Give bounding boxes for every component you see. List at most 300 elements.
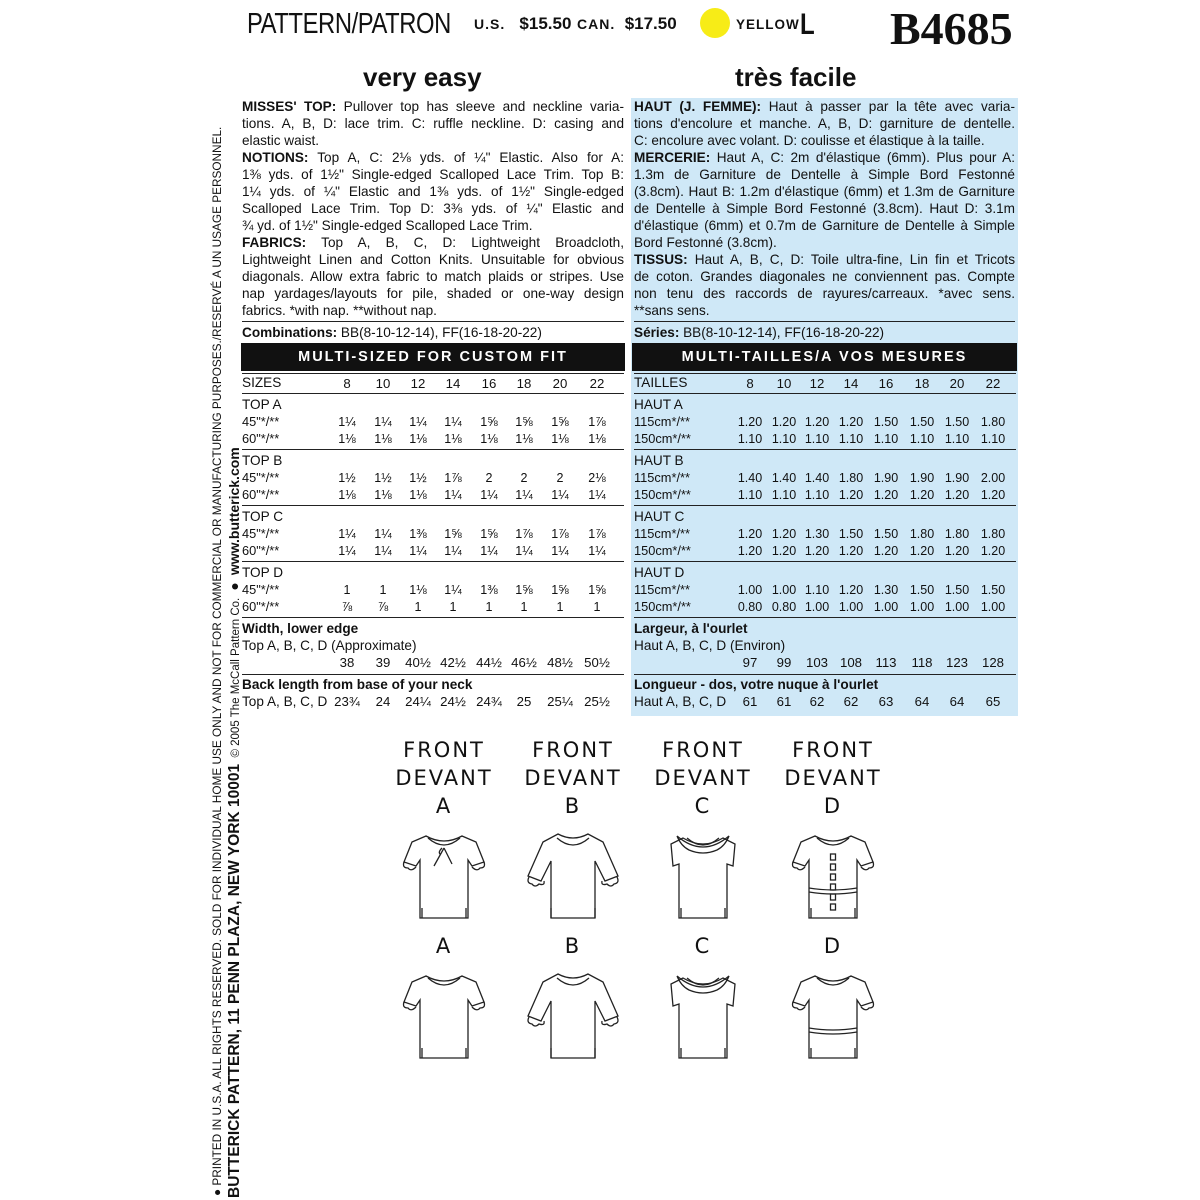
yardage-cell: 1.10 bbox=[771, 488, 797, 502]
en-combos-label: Combinations: bbox=[242, 325, 338, 340]
back-view-d-drawing bbox=[783, 966, 883, 1066]
sidebar-text: BUTTERICK PATTERN, 11 PENN PLAZA, NEW YORK 10001 © 2005 The McCall Pattern Co. ● www.butterick.com bbox=[226, 447, 243, 1198]
yardage-cell: 1.80 bbox=[980, 527, 1006, 541]
yardage-cell: 1⅛ bbox=[409, 432, 427, 446]
size-header: 20 bbox=[552, 376, 568, 391]
back-view-a-drawing bbox=[394, 966, 494, 1066]
yardage-cell: 1.10 bbox=[737, 488, 763, 502]
sizes-label: SIZES bbox=[242, 375, 282, 390]
yardage-cell: 1.00 bbox=[980, 600, 1006, 614]
back-length-subtitle: Haut A, B, C, D bbox=[634, 694, 727, 709]
divider bbox=[242, 373, 624, 374]
yardage-cell: 1.20 bbox=[838, 415, 864, 429]
en-fabrics-line: nap yardages/layouts for pile, shaded or one-way design bbox=[242, 286, 624, 301]
size-header: 8 bbox=[343, 376, 351, 391]
yardage-cell: 1¼ bbox=[444, 488, 462, 502]
en-desc-line: tions. A, B, D: lace trim. C: ruffle neckline. D: casing and bbox=[242, 116, 624, 131]
yardage-cell: ⅞ bbox=[341, 600, 353, 614]
divider bbox=[634, 373, 1016, 374]
width-value: 44½ bbox=[476, 655, 502, 670]
en-notions-line: Top A, C: 2⅛ yds. of ¼" Elastic. Also for A: bbox=[308, 150, 624, 165]
en-notions-label: NOTIONS: bbox=[242, 150, 309, 165]
back-length-title: Back length from base of your neck bbox=[242, 677, 473, 692]
yardage-cell: 1⅞ bbox=[588, 415, 606, 429]
width-value: 108 bbox=[839, 655, 862, 670]
yardage-cell: 1¼ bbox=[551, 488, 569, 502]
yardage-cell: 1.40 bbox=[771, 471, 797, 485]
yardage-cell: 1⅝ bbox=[444, 527, 462, 541]
width-value: 38 bbox=[339, 655, 355, 670]
front-view-d-drawing bbox=[783, 826, 883, 926]
fr-combinations bbox=[634, 324, 884, 341]
view-letter-back: A bbox=[435, 934, 453, 958]
yardage-cell: 1 bbox=[449, 600, 457, 614]
fabric-width-label: 115cm*/** bbox=[634, 414, 690, 429]
fr-notions-line: 1.3m de Garniture de Dentelle à Simple Bord Festonné bbox=[634, 167, 1015, 182]
yardage-cell: 1.20 bbox=[838, 544, 864, 558]
difficulty-en: very easy bbox=[363, 62, 482, 92]
width-value: 39 bbox=[375, 655, 391, 670]
yardage-cell: 1⅞ bbox=[551, 527, 569, 541]
yardage-cell: 0.80 bbox=[737, 600, 763, 614]
en-combos-value: BB(8-10-12-14), FF(16-18-20-22) bbox=[337, 325, 542, 340]
fabric-width-label: 60"*/** bbox=[242, 543, 280, 558]
back-length-title: Longueur - dos, votre nuque à l'ourlet bbox=[634, 677, 879, 692]
yardage-cell: 1.10 bbox=[873, 432, 899, 446]
width-value: 46½ bbox=[511, 655, 537, 670]
size-header: 10 bbox=[776, 376, 792, 391]
yardage-cell: 1.90 bbox=[909, 471, 935, 485]
yardage-cell: 1⅛ bbox=[444, 432, 462, 446]
back-length-value: 65 bbox=[985, 694, 1001, 709]
yardage-cell: 1¼ bbox=[338, 415, 356, 429]
fr-notions-line: Bord Festonné (3.8cm). bbox=[634, 235, 777, 250]
back-view-b-drawing bbox=[523, 966, 623, 1066]
en-desc-line: Pullover top has sleeve and neckline varia- bbox=[336, 99, 624, 114]
yardage-cell: 1.10 bbox=[980, 432, 1006, 446]
divider bbox=[242, 617, 624, 618]
view-name: HAUT D bbox=[634, 565, 685, 580]
en-fabrics-line: fabrics. *with nap. **without nap. bbox=[242, 303, 437, 318]
size-header: 8 bbox=[746, 376, 754, 391]
divider bbox=[242, 449, 624, 450]
yardage-cell: 1 bbox=[485, 600, 493, 614]
yardage-cell: 1.00 bbox=[804, 600, 830, 614]
width-value: 118 bbox=[911, 655, 933, 670]
width-subtitle: Top A, B, C, D (Approximate) bbox=[242, 638, 417, 653]
devant-caption: DEVANT bbox=[524, 766, 622, 790]
yardage-cell: 1.10 bbox=[909, 432, 935, 446]
yardage-cell: 1⅜ bbox=[480, 583, 498, 597]
divider bbox=[242, 561, 624, 562]
yardage-cell: 1⅝ bbox=[551, 415, 569, 429]
en-desc-line: elastic waist. bbox=[242, 133, 320, 148]
width-value: 42½ bbox=[440, 655, 466, 670]
width-value: 40½ bbox=[405, 655, 431, 670]
yardage-cell: 1.30 bbox=[804, 527, 830, 541]
devant-caption: DEVANT bbox=[784, 766, 882, 790]
width-value: 99 bbox=[776, 655, 792, 670]
en-combinations bbox=[242, 324, 542, 341]
yardage-cell: 1.00 bbox=[737, 583, 763, 597]
view-letter-back: C bbox=[694, 934, 712, 958]
us-label: U.S. bbox=[474, 16, 506, 32]
yardage-cell: 1.20 bbox=[771, 415, 797, 429]
yardage-cell: 1.20 bbox=[737, 544, 763, 558]
view-letter-back: D bbox=[823, 934, 843, 958]
fabric-width-label: 115cm*/** bbox=[634, 582, 690, 597]
divider bbox=[634, 561, 1016, 562]
size-header: 18 bbox=[516, 376, 532, 391]
yardage-cell: 1.50 bbox=[944, 415, 970, 429]
yardage-cell: 1.80 bbox=[944, 527, 970, 541]
view-letter-front: B bbox=[564, 794, 582, 818]
yardage-cell: 1⅛ bbox=[409, 488, 427, 502]
yardage-cell: 1.40 bbox=[737, 471, 763, 485]
yardage-cell: 1¼ bbox=[338, 527, 356, 541]
divider bbox=[242, 674, 624, 675]
back-length-value: 24¼ bbox=[405, 694, 431, 709]
color-label: YELLOW bbox=[736, 17, 800, 32]
yardage-cell: 2 bbox=[485, 471, 493, 485]
yardage-cell: 1⅛ bbox=[374, 488, 392, 502]
fabric-width-label: 60"*/** bbox=[242, 487, 280, 502]
yardage-cell: 1¼ bbox=[480, 488, 498, 502]
width-value: 123 bbox=[945, 655, 968, 670]
yardage-cell: 1⅝ bbox=[480, 527, 498, 541]
us-price: $15.50 bbox=[519, 14, 572, 33]
yardage-cell: 1¼ bbox=[515, 488, 533, 502]
devant-caption: DEVANT bbox=[395, 766, 493, 790]
size-header: 16 bbox=[878, 376, 894, 391]
yardage-cell: 1.90 bbox=[873, 471, 899, 485]
fr-notions-label: MERCERIE: bbox=[634, 150, 711, 165]
yardage-cell: 1.00 bbox=[873, 600, 899, 614]
yardage-cell: 1.00 bbox=[838, 600, 864, 614]
fr-notions-line: de Dentelle à Simple Bord Festonné (3.8cm). Haut D: 3.1m bbox=[634, 201, 1015, 216]
divider bbox=[634, 674, 1016, 675]
yardage-cell: 1⅛ bbox=[515, 432, 533, 446]
pattern-label: PATTERN/PATRON bbox=[247, 8, 451, 40]
sidebar-website: www.butterick.com bbox=[226, 447, 242, 576]
fabric-width-label: 150cm*/** bbox=[634, 431, 691, 446]
yardage-cell: 1½ bbox=[409, 471, 427, 485]
size-letter: L bbox=[800, 8, 815, 41]
view-name: TOP A bbox=[242, 397, 282, 412]
view-name: TOP C bbox=[242, 509, 284, 524]
width-value: 103 bbox=[805, 655, 828, 670]
yardage-cell: 1⅛ bbox=[551, 432, 569, 446]
yardage-cell: 1.00 bbox=[944, 600, 970, 614]
fr-fabrics-label: TISSUS: bbox=[634, 252, 688, 267]
en-notions-line: Scalloped Lace Trim. Top D: 3⅜ yds. of ¼" Elastic and bbox=[242, 201, 624, 216]
fr-desc-label: HAUT (J. FEMME): bbox=[634, 99, 762, 114]
width-title: Largeur, à l'ourlet bbox=[634, 621, 748, 636]
back-length-value: 25 bbox=[516, 694, 532, 709]
yardage-cell: 1⅞ bbox=[515, 527, 533, 541]
back-length-value: 61 bbox=[742, 694, 758, 709]
yardage-cell: 1.10 bbox=[804, 432, 830, 446]
yardage-cell: 1¼ bbox=[588, 544, 606, 558]
fr-table-title-bar: MULTI-TAILLES/A VOS MESURES bbox=[632, 343, 1017, 371]
devant-caption: DEVANT bbox=[654, 766, 752, 790]
front-caption: FRONT bbox=[662, 738, 744, 762]
yardage-cell: 1.80 bbox=[838, 471, 864, 485]
en-notions-line: 1⅜ yds. of 1½" Single-edged Scalloped Lace Trim. Top B: bbox=[242, 167, 624, 182]
yardage-cell: 1.20 bbox=[771, 527, 797, 541]
fabric-width-label: 150cm*/** bbox=[634, 487, 691, 502]
front-view-c-drawing bbox=[653, 826, 753, 926]
back-view-c-drawing bbox=[653, 966, 753, 1066]
yardage-cell: 1⅝ bbox=[551, 583, 569, 597]
yardage-cell: 1.90 bbox=[944, 471, 970, 485]
en-notions-line: 1¼ yds. of ¼" Elastic and 1⅜ yds. of 1½" Single-edged bbox=[242, 184, 624, 199]
fabric-width-label: 60"*/** bbox=[242, 431, 280, 446]
divider bbox=[634, 505, 1016, 506]
fr-desc-line: Haut à passer par la tête avec varia- bbox=[761, 99, 1015, 114]
en-desc-label: MISSES' TOP: bbox=[242, 99, 337, 114]
yardage-cell: 1 bbox=[379, 583, 387, 597]
width-subtitle: Haut A, B, C, D (Environ) bbox=[634, 638, 786, 653]
yardage-cell: 1.20 bbox=[771, 544, 797, 558]
can-price: $17.50 bbox=[624, 14, 677, 33]
yardage-cell: 1.20 bbox=[944, 488, 970, 502]
divider bbox=[634, 321, 1015, 322]
yardage-cell: 1.50 bbox=[873, 527, 899, 541]
yardage-cell: 1⅜ bbox=[409, 527, 427, 541]
front-caption: FRONT bbox=[403, 738, 485, 762]
yardage-cell: 1.50 bbox=[944, 583, 970, 597]
us-price-group bbox=[474, 14, 571, 34]
yardage-cell: 1 bbox=[414, 600, 422, 614]
yardage-cell: 1.20 bbox=[737, 415, 763, 429]
yardage-cell: 1⅝ bbox=[515, 415, 533, 429]
fr-fabrics-line: Haut A, B, C, D: Toile ultra-fine, Lin fin et Tricots bbox=[687, 252, 1015, 267]
width-value: 113 bbox=[875, 655, 897, 670]
yardage-cell: 1⅛ bbox=[588, 432, 606, 446]
yardage-cell: 1½ bbox=[338, 471, 356, 485]
en-fabrics-line: Lightweight Linen and Cotton Knits. Unsuitable for obvious bbox=[242, 252, 624, 267]
yardage-cell: 1.20 bbox=[873, 544, 899, 558]
back-length-value: 61 bbox=[776, 694, 792, 709]
yardage-cell: 1.20 bbox=[838, 583, 864, 597]
fabric-width-label: 115cm*/** bbox=[634, 526, 690, 541]
fr-fabrics-line: non tenu des raccords de rayures/carreaux. *avec sens. bbox=[634, 286, 1015, 301]
sidebar-rights: ● PRINTED IN U.S.A. ALL RIGHTS RESERVED. SOLD FOR INDIVIDUAL HOME USE ONLY AND NOT FOR COMMERCIAL OR MANUFACTURING PURPOSES./RESERVÉ A UN USAGE PERSONNEL. bbox=[210, 126, 224, 1196]
back-length-value: 25½ bbox=[584, 694, 610, 709]
view-name: TOP B bbox=[242, 453, 283, 468]
yardage-cell: 2 bbox=[556, 471, 564, 485]
yardage-cell: 1.50 bbox=[909, 583, 935, 597]
yardage-cell: 0.80 bbox=[771, 600, 797, 614]
size-header: 10 bbox=[375, 376, 391, 391]
size-header: 20 bbox=[949, 376, 965, 391]
size-header: 12 bbox=[410, 376, 426, 391]
yardage-cell: 1.20 bbox=[873, 488, 899, 502]
french-description bbox=[634, 98, 1015, 319]
yellow-dot-icon bbox=[700, 8, 730, 38]
yardage-cell: 1¼ bbox=[409, 415, 427, 429]
fabric-width-label: 150cm*/** bbox=[634, 599, 691, 614]
yardage-cell: 1.20 bbox=[944, 544, 970, 558]
back-length-value: 23¾ bbox=[334, 694, 360, 709]
yardage-cell: 1⅛ bbox=[409, 583, 427, 597]
sizes-label: TAILLES bbox=[634, 375, 688, 390]
fr-notions-line: d'élastique (6mm) et 0.7m de Garniture de Dentelle à Simple bbox=[634, 218, 1015, 233]
fabric-width-label: 150cm*/** bbox=[634, 543, 691, 558]
yardage-cell: 1⅞ bbox=[588, 527, 606, 541]
divider bbox=[634, 617, 1016, 618]
yardage-cell: 1¼ bbox=[409, 544, 427, 558]
can-label: CAN. bbox=[577, 16, 616, 32]
yardage-cell: 1 bbox=[520, 600, 528, 614]
back-length-value: 63 bbox=[878, 694, 894, 709]
view-letter-front: C bbox=[694, 794, 712, 818]
sidebar-rights-text: PRINTED IN U.S.A. ALL RIGHTS RESERVED. SOLD FOR INDIVIDUAL HOME USE ONLY AND NOT FOR COMMERCIAL OR MANUFACTURING PURPOSES./RESERVÉ A UN USAGE PERSONNEL. bbox=[210, 126, 224, 1186]
fr-notions-line: Haut A, C: 2m d'élastique (6mm). Plus pour A: bbox=[710, 150, 1015, 165]
view-letter-front: A bbox=[435, 794, 453, 818]
front-caption: FRONT bbox=[532, 738, 614, 762]
yardage-cell: 1¼ bbox=[374, 544, 392, 558]
size-header: 14 bbox=[843, 376, 859, 391]
en-notions-line: ¾ yd. of 1½" Single-edged Scalloped Lace Trim. bbox=[242, 218, 533, 233]
front-caption: FRONT bbox=[792, 738, 874, 762]
fabric-width-label: 60"*/** bbox=[242, 599, 280, 614]
view-name: TOP D bbox=[242, 565, 284, 580]
yardage-cell: 1 bbox=[343, 583, 351, 597]
width-title: Width, lower edge bbox=[242, 621, 359, 636]
sidebar-address: BUTTERICK PATTERN, 11 PENN PLAZA, NEW YORK 10001 bbox=[226, 763, 243, 1198]
yardage-cell: 1⅝ bbox=[515, 583, 533, 597]
difficulty-fr: très facile bbox=[735, 62, 857, 92]
yardage-cell: 1⅛ bbox=[338, 488, 356, 502]
yardage-cell: 1.00 bbox=[771, 583, 797, 597]
fabric-width-label: 45"*/** bbox=[242, 582, 280, 597]
back-length-value: 64 bbox=[914, 694, 930, 709]
fabric-width-label: 115cm*/** bbox=[634, 470, 690, 485]
yardage-cell: 1¼ bbox=[374, 527, 392, 541]
yardage-cell: 1.10 bbox=[737, 432, 763, 446]
yardage-cell: 1.10 bbox=[944, 432, 970, 446]
yardage-cell: 1 bbox=[556, 600, 564, 614]
sidebar-copyright: © 2005 The McCall Pattern Co. bbox=[230, 597, 242, 758]
yardage-cell: 1.50 bbox=[838, 527, 864, 541]
yardage-cell: 1.20 bbox=[980, 544, 1006, 558]
fr-notions-line: (3.8cm). Haut B: 1.2m d'élastique (6mm) et 1.3m de Garniture bbox=[634, 184, 1015, 199]
pattern-code: B4685 bbox=[890, 3, 1013, 54]
fr-desc-line: C: encolure avec volant. D: coulisse et élastique à la taille. bbox=[634, 133, 985, 148]
can-price-group bbox=[577, 14, 677, 34]
divider bbox=[242, 505, 624, 506]
yardage-cell: 1.20 bbox=[980, 488, 1006, 502]
yardage-cell: 1¼ bbox=[444, 583, 462, 597]
width-value: 97 bbox=[742, 655, 758, 670]
yardage-cell: 1¼ bbox=[374, 415, 392, 429]
yardage-cell: 1¼ bbox=[338, 544, 356, 558]
fabric-width-label: 45"*/** bbox=[242, 526, 280, 541]
fr-desc-line: tions d'encolure et manche. A, B, D: garniture de dentelle. bbox=[634, 116, 1015, 131]
yardage-cell: 1.20 bbox=[804, 415, 830, 429]
fr-combos-label: Séries: bbox=[634, 325, 680, 340]
yardage-cell: 1¼ bbox=[588, 488, 606, 502]
yardage-cell: 1¼ bbox=[444, 415, 462, 429]
yardage-cell: 1.20 bbox=[737, 527, 763, 541]
yardage-cell: 1.00 bbox=[909, 600, 935, 614]
yardage-cell: 1.30 bbox=[873, 583, 899, 597]
width-value: 50½ bbox=[584, 655, 610, 670]
yardage-cell: 1¼ bbox=[551, 544, 569, 558]
size-header: 22 bbox=[589, 376, 605, 391]
size-header: 12 bbox=[809, 376, 825, 391]
en-fabrics-label: FABRICS: bbox=[242, 235, 307, 250]
yardage-cell: 2.00 bbox=[980, 471, 1006, 485]
back-length-value: 62 bbox=[809, 694, 825, 709]
yardage-cell: 1.20 bbox=[838, 488, 864, 502]
width-value: 48½ bbox=[547, 655, 573, 670]
view-name: HAUT B bbox=[634, 453, 684, 468]
divider bbox=[634, 393, 1016, 394]
yardage-cell: 1.50 bbox=[980, 583, 1006, 597]
view-name: HAUT A bbox=[634, 397, 683, 412]
size-header: 14 bbox=[445, 376, 461, 391]
yardage-cell: ⅞ bbox=[377, 600, 389, 614]
divider bbox=[242, 393, 624, 394]
view-name: HAUT C bbox=[634, 509, 685, 524]
english-description bbox=[242, 98, 624, 319]
divider bbox=[634, 449, 1016, 450]
back-length-value: 24 bbox=[375, 694, 391, 709]
en-fabrics-line: diagonals. Allow extra fabric to match plaids or stripes. Use bbox=[242, 269, 624, 284]
view-letter-back: B bbox=[564, 934, 582, 958]
en-table-title-bar: MULTI-SIZED FOR CUSTOM FIT bbox=[241, 343, 625, 371]
yardage-cell: 1.80 bbox=[980, 415, 1006, 429]
yardage-cell: 1.20 bbox=[909, 544, 935, 558]
back-length-value: 62 bbox=[843, 694, 859, 709]
yardage-cell: 1.50 bbox=[873, 415, 899, 429]
yardage-cell: 1⅛ bbox=[480, 432, 498, 446]
yardage-cell: 1¼ bbox=[444, 544, 462, 558]
back-length-value: 24¾ bbox=[476, 694, 502, 709]
fabric-width-label: 45"*/** bbox=[242, 414, 280, 429]
front-view-b-drawing bbox=[523, 826, 623, 926]
yardage-cell: 1.10 bbox=[771, 432, 797, 446]
yardage-cell: 1½ bbox=[374, 471, 392, 485]
width-value: 128 bbox=[981, 655, 1004, 670]
divider bbox=[242, 321, 624, 322]
back-length-value: 24½ bbox=[440, 694, 466, 709]
yardage-cell: 2⅛ bbox=[588, 471, 606, 485]
fr-fabrics-line: **sans sens. bbox=[634, 303, 710, 318]
front-view-a-drawing bbox=[394, 826, 494, 926]
back-length-value: 64 bbox=[949, 694, 965, 709]
en-fabrics-line: Top A, B, C, D: Lightweight Broadcloth, bbox=[306, 235, 624, 250]
yardage-cell: 1⅛ bbox=[374, 432, 392, 446]
yardage-cell: 1.10 bbox=[804, 488, 830, 502]
yardage-cell: 1⅝ bbox=[480, 415, 498, 429]
yardage-cell: 1 bbox=[593, 600, 601, 614]
yardage-cell: 1.50 bbox=[909, 415, 935, 429]
yardage-cell: 1⅞ bbox=[444, 471, 462, 485]
yardage-cell: 1⅛ bbox=[338, 432, 356, 446]
back-length-subtitle: Top A, B, C, D bbox=[242, 694, 328, 709]
yardage-cell: 1.20 bbox=[804, 544, 830, 558]
yardage-cell: 2 bbox=[520, 471, 528, 485]
yardage-cell: 1.80 bbox=[909, 527, 935, 541]
fr-combos-value: BB(8-10-12-14), FF(16-18-20-22) bbox=[679, 325, 885, 340]
fabric-width-label: 45"*/** bbox=[242, 470, 280, 485]
yardage-cell: 1.10 bbox=[838, 432, 864, 446]
size-header: 18 bbox=[914, 376, 930, 391]
